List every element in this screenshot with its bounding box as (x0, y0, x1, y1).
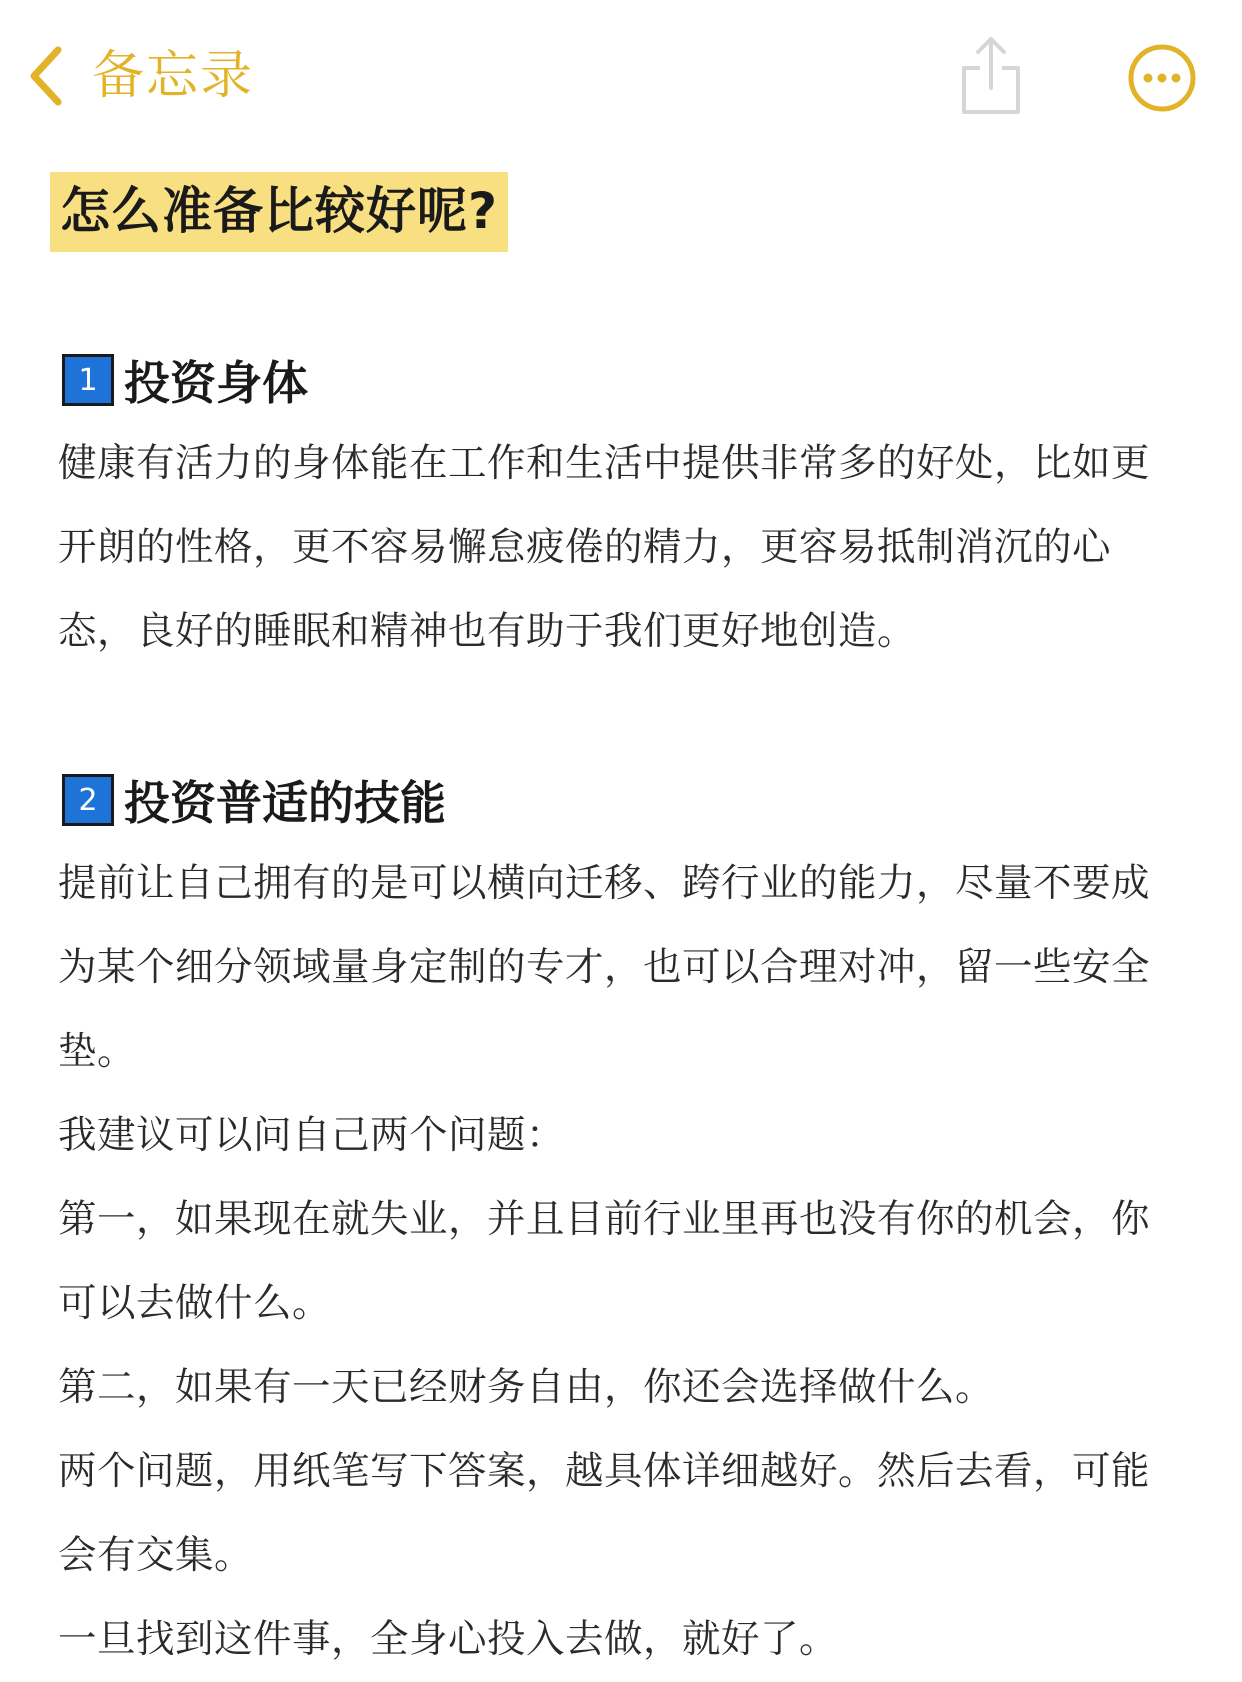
section-body-1 (58, 422, 1188, 674)
section-heading-1 (58, 348, 308, 412)
paragraph: 我建议可以问自己两个问题： (58, 1113, 566, 1158)
section-body-2 (58, 842, 1188, 1682)
paragraph: 健康有活力的身体能在工作和生活中提供非常多的好处，比如更开朗的性格，更不容易懈怠疲倦的精力，更容易抵制消沉的心态，良好的睡眠和精神也有助于我们更好地创造。 (58, 441, 1151, 654)
number-badge-1: 1 (62, 354, 114, 406)
paragraph: 两个问题，用纸笔写下答案，越具体详细越好。然后去看，可能会有交集。 (58, 1449, 1151, 1578)
section-heading-text: 投资普适的技能 (124, 776, 446, 830)
back-button-label: 备忘录 (92, 46, 255, 106)
section-heading-text: 投资身体 (124, 356, 308, 410)
share-button[interactable] (958, 34, 1024, 118)
more-options-button[interactable] (1126, 42, 1198, 114)
navigation-bar (0, 0, 1242, 150)
share-icon (958, 103, 1024, 122)
chevron-left-icon (26, 44, 66, 108)
section-heading-2 (58, 768, 446, 832)
paragraph: 一旦找到这件事，全身心投入去做，就好了。 (58, 1617, 839, 1662)
paragraph: 第二，如果有一天已经财务自由，你还会选择做什么。 (58, 1365, 995, 1410)
note-body[interactable] (58, 172, 1188, 1662)
more-icon (1126, 99, 1198, 118)
paragraph: 提前让自己拥有的是可以横向迁移、跨行业的能力，尽量不要成为某个细分领域量身定制的专才，也可以合理对冲，留一些安全垫。 (58, 861, 1151, 1074)
note-title: 怎么准备比较好呢? (50, 172, 508, 252)
number-badge-2: 2 (62, 774, 114, 826)
paragraph: 第一，如果现在就失业，并且目前行业里再也没有你的机会，你可以去做什么。 (58, 1197, 1151, 1326)
back-button[interactable] (26, 40, 254, 112)
